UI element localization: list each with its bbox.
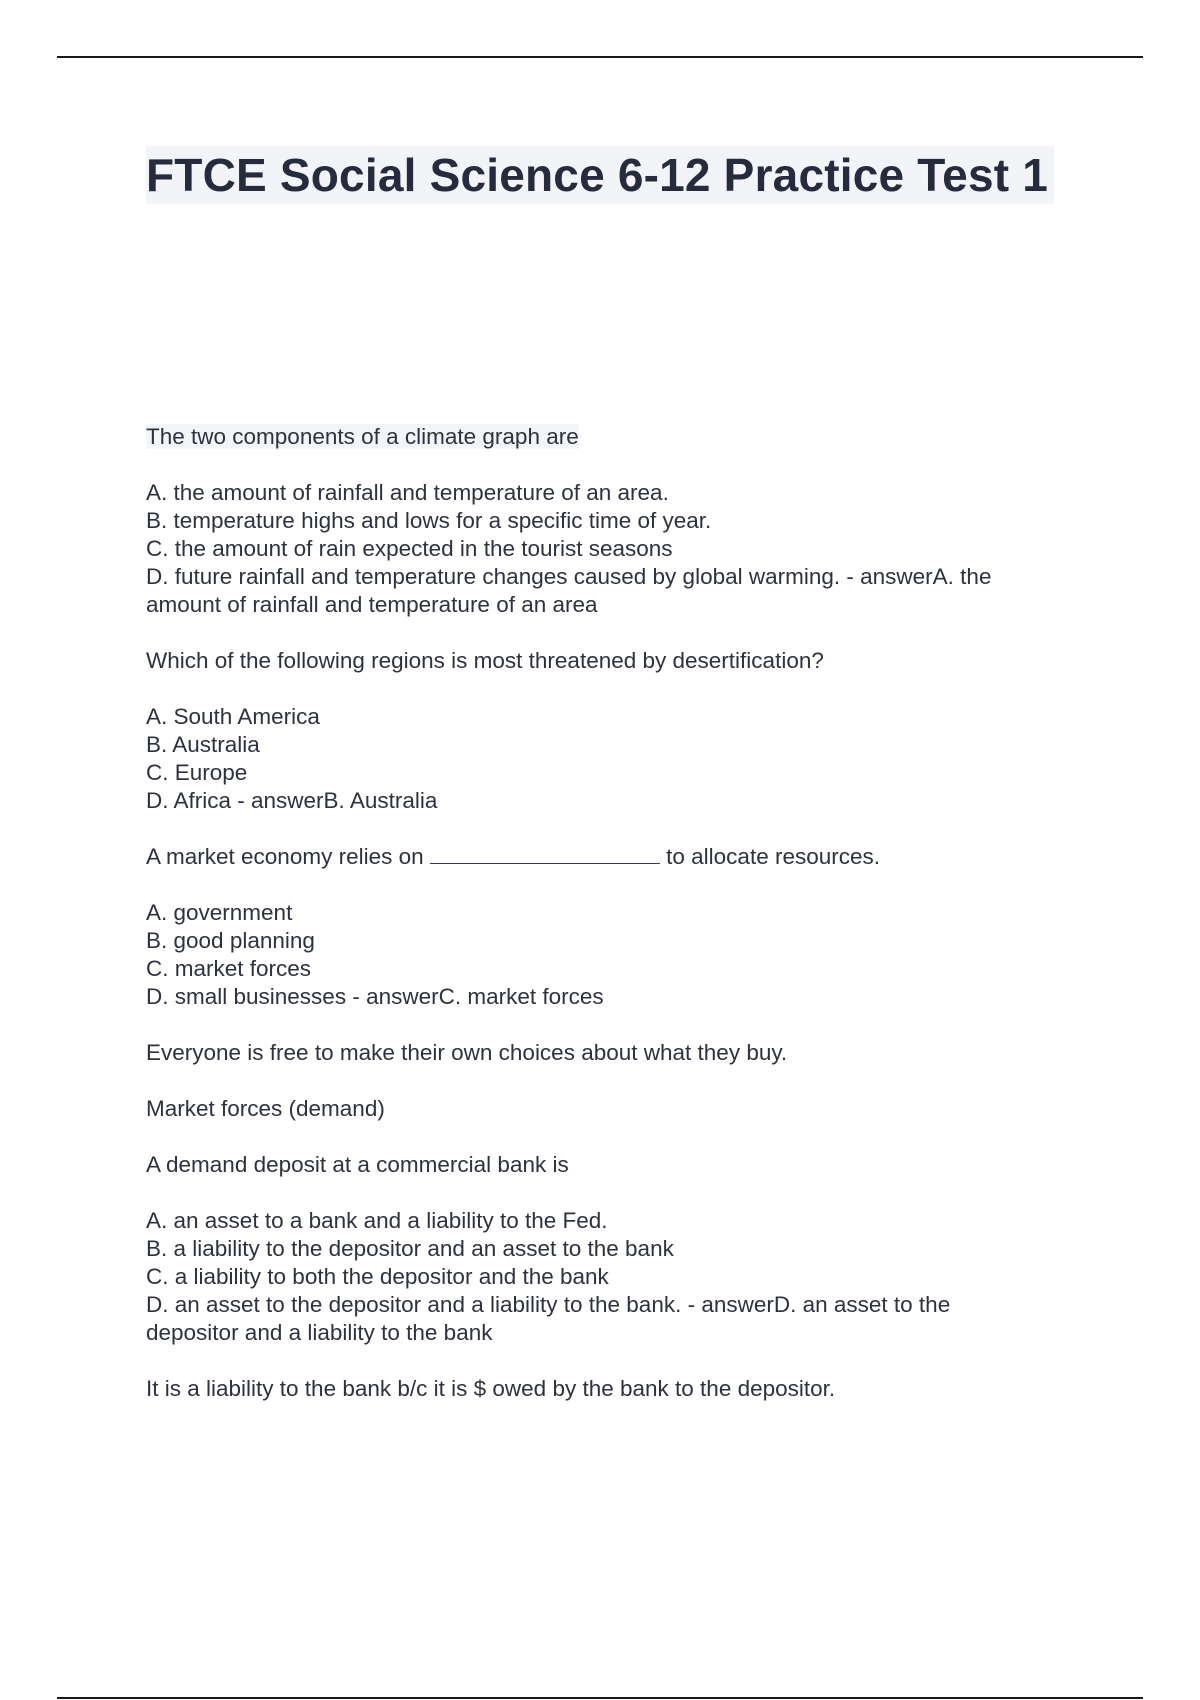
question-2-stem-text: Which of the following regions is most threatened by desertification?: [146, 648, 824, 673]
question-3-note-2: [146, 1095, 1066, 1123]
question-4-stem: [146, 1151, 1066, 1179]
bottom-rule: [57, 1697, 1143, 1699]
option-c: C. a liability to both the depositor and the bank: [146, 1264, 609, 1289]
top-rule: [57, 56, 1143, 58]
option-d-with-answer: D. future rainfall and temperature changes caused by global warming. - answerA. the: [146, 564, 992, 589]
stem-before-blank: A market economy relies on: [146, 844, 430, 869]
option-a: A. South America: [146, 704, 320, 729]
option-b: B. a liability to the depositor and an asset to the bank: [146, 1236, 674, 1261]
option-a: A. government: [146, 900, 293, 925]
option-b: B. good planning: [146, 928, 315, 953]
explanation-text: It is a liability to the bank b/c it is $ owed by the bank to the depositor.: [146, 1376, 836, 1401]
question-1-stem: [146, 423, 1066, 451]
question-2-options: [146, 703, 1066, 815]
question-4-note: [146, 1375, 1066, 1403]
fill-in-blank: [430, 845, 660, 864]
option-c: C. Europe: [146, 760, 248, 785]
question-2-stem: [146, 647, 1066, 675]
explanation-text: Market forces (demand): [146, 1096, 385, 1121]
answer-continuation: depositor and a liability to the bank: [146, 1320, 493, 1345]
question-4-options: [146, 1207, 1066, 1347]
question-3-stem-text: [146, 843, 1066, 871]
option-b: B. temperature highs and lows for a specific time of year.: [146, 508, 712, 533]
stem-after-blank: to allocate resources.: [659, 844, 881, 869]
option-a: A. the amount of rainfall and temperature of an area.: [146, 480, 669, 505]
question-1-options: [146, 479, 1066, 619]
option-a: A. an asset to a bank and a liability to the Fed.: [146, 1208, 608, 1233]
question-3-note-1: [146, 1039, 1066, 1067]
question-3-stem: [146, 843, 1066, 871]
question-3-options: [146, 899, 1066, 1011]
option-d-with-answer: D. Africa - answerB. Australia: [146, 788, 438, 813]
document-body: [146, 423, 1066, 1431]
explanation-text: Everyone is free to make their own choices about what they buy.: [146, 1040, 788, 1065]
answer-continuation: amount of rainfall and temperature of an area: [146, 592, 598, 617]
page-title: FTCE Social Science 6-12 Practice Test 1: [146, 146, 1054, 204]
option-c: C. market forces: [146, 956, 312, 981]
option-c: C. the amount of rain expected in the tourist seasons: [146, 536, 673, 561]
option-b: B. Australia: [146, 732, 260, 757]
option-d-with-answer: D. small businesses - answerC. market forces: [146, 984, 604, 1009]
question-1-stem-text: The two components of a climate graph are: [146, 424, 579, 449]
option-d-with-answer: D. an asset to the depositor and a liability to the bank. - answerD. an asset to the: [146, 1292, 951, 1317]
question-4-stem-text: A demand deposit at a commercial bank is: [146, 1152, 569, 1177]
